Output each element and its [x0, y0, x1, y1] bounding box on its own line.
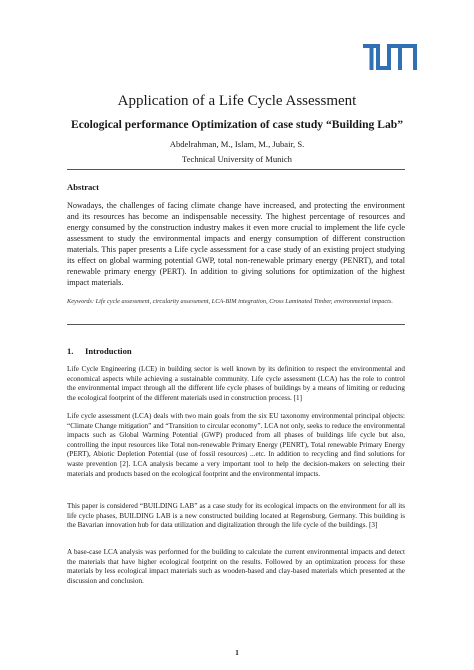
keywords: Keywords: Life cycle assessment, circularity assessment, LCA-BIM integration, Cross Laminated Timber, environmental impacts.: [67, 298, 393, 305]
intro-paragraph-4: A base-case LCA analysis was performed for the building to calculate the current environmental impacts and detect the materials that have higher ecological footprint on the results. Followed by an optimization process for these materials by less ecological impact materials such as wooden-based and clay-based materials which presented at the discussion and conclusion.: [67, 548, 405, 585]
tum-logo: [363, 44, 417, 70]
paper-subtitle: Ecological performance Optimization of case study “Building Lab”: [70, 118, 404, 131]
page-number: 1: [235, 648, 239, 657]
affiliation: Technical University of Munich: [182, 154, 292, 164]
tum-logo-graphic: [363, 44, 417, 70]
abstract-text: Nowadays, the challenges of facing climate change have increased, and protecting the environment and its resources has become an indispensable necessity. The highest percentage of resources and energy consumed by the construction industry makes it even more crucial to implement the life cycle assessment to study the environmental impacts and energy consumption of different construction materials. This paper presents a Life cycle assessment for a case study of an existing project studying its effect on global warming potential GWP, total non-renewable primary energy (PENRT), and total renewable primary energy (PERT). In addition to giving solutions for optimization of the highest impact materials.: [67, 201, 405, 288]
authors: Abdelrahman, M., Islam, M., Jubair, S.: [169, 139, 305, 149]
section-number: 1.: [67, 346, 74, 356]
intro-paragraph-3: This paper is considered “BUILDING LAB” as a case study for its ecological impacts on the environment for all its life cycle phases, BUILDING LAB is a new constructed building located at Regensburg, Germany. This building is the Bavarian innovation hub for data utilization and digitalization through the life cycle of the buildings. [3]: [67, 502, 405, 530]
intro-paragraph-1: Life Cycle Engineering (LCE) in building sector is well known by its definition to respect the environmental and economical aspects while achieving a sustainable community. Life cycle assessment (LCA) has the role to control the environmental impact through all the different life cycle phases of buildings by a means of limiting or reducing the ecological footprint of the different materials used in construction process. [1]: [67, 365, 405, 402]
section-heading: [67, 346, 132, 356]
intro-paragraph-2: Life cycle assessment (LCA) deals with two main goals from the six EU taxonomy environmental principal objects: “Climate Change mitigation” and “Transition to circular economy”. LCA not only, seeks to reduce the environmental impacts such as Global Warming Potential (GWP) produced from all phases of buildings life cycle but also, controlling the input resources like Total non-renewable Primary Energy (PENRT), Total renewable Primary Energy (PERT), Abiotic Depletion Potential (use of fossil resources) ...etc. In addition to recycling and find solutions for waste prevention [2]. LCA analysis became a very important tool to help the decision-makers on selecting their materials and products based on the ecological footprint and the environmental impacts.: [67, 412, 405, 478]
paper-title: Application of a Life Cycle Assessment: [117, 93, 357, 109]
abstract-heading: Abstract: [67, 182, 99, 192]
section-title: Introduction: [85, 346, 132, 356]
abstract-bottom-rule: [67, 324, 405, 325]
abstract-top-rule: [67, 169, 405, 170]
